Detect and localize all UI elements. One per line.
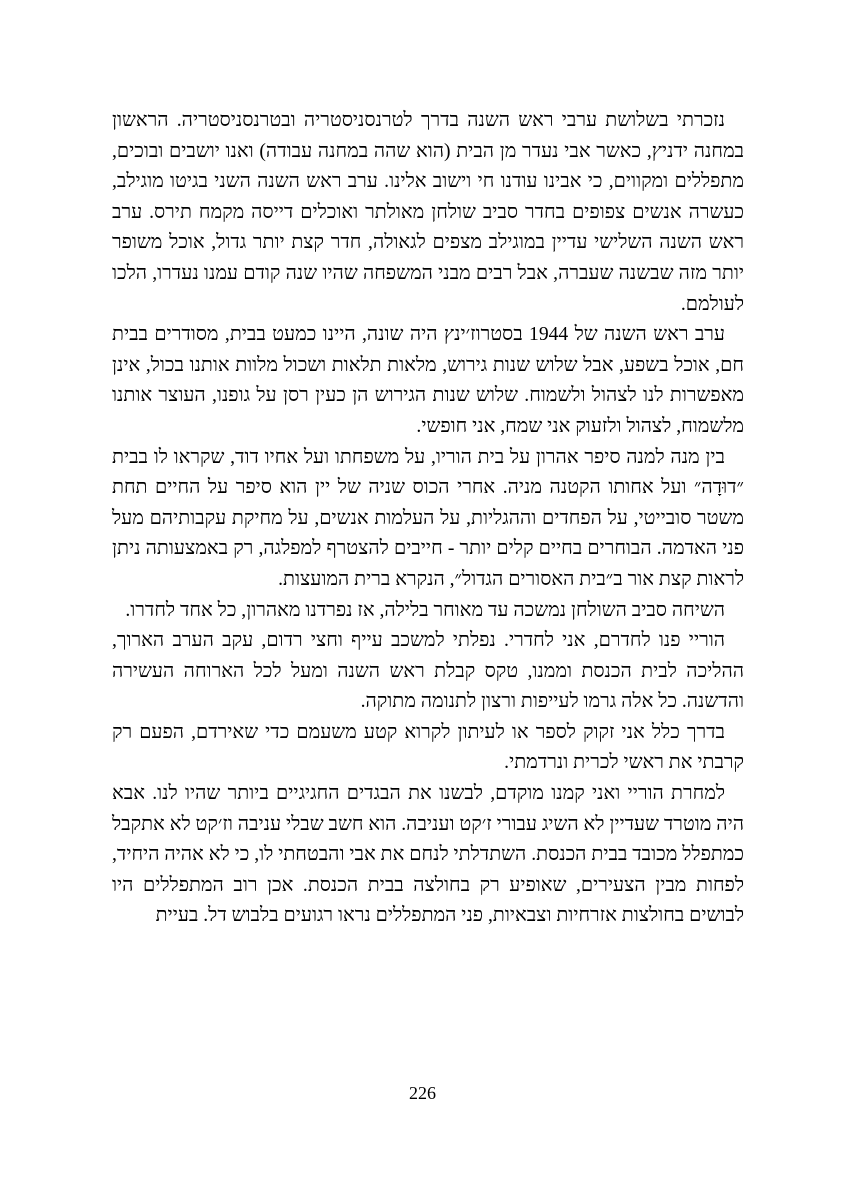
paragraph-3: בין מנה למנה סיפר אהרון על בית הוריו, על משפחתו ועל אחיו דוד, שקראו לו בבית ״דוּדָה״ ועל אחותו הקטנה מניה. אחרי הכוס שניה של יין הוא סיפר על החיים תחת משטר סובייטי, על הפחדים וההגליות, על העלמות אנשים, על מחיקת עקבותיהם מעל פני האדמה. הבוחרים בחיים קלים יותר - חייבים להצטרף למפלגה, רק באמצעותה ניתן לראות קצת אור ב״בית האסורים הגדול״, הנקרא ברית המועצות. bbox=[112, 446, 744, 590]
paragraph-7: למחרת הוריי ואני קמנו מוקדם, לבשנו את הבגדים החגיגיים ביותר שהיו לנו. אבא היה מוטרד שעדיין לא השיג עבורי ז׳קט ועניבה. הוא חשב שבלי עניבה וז׳קט לא אתקבל כמתפלל מכובד בבית הכנסת. השתדלתי לנחם את אבי והבטחתי לו, כי לא אהיה היחיד, לפחות מבין הצעירים, שאופיע רק בחולצה בבית הכנסת. אכן רוב המתפללים היו לבושים בחולצות אזרחיות וצבאיות, פני המתפללים נראו רגועים בלבוש דל. בעיית bbox=[112, 783, 744, 927]
paragraph-4: השיחה סביב השולחן נמשכה עד מאוחר בלילה, אז נפרדנו מאהרון, כל אחד לחדרו. bbox=[125, 599, 725, 621]
paragraph-2: ערב ראש השנה של 1944 בסטרוז׳ינץ היה שונה, היינו כמעט בבית, מסודרים בבית חם, אוכל בשפע, אבל שלוש שנות גירוש, מלאות תלאות ושכול מלוות אותנו בכול, אינן מאפשרות לנו לצהול ולשמוח. שלוש שנות הגירוש הן כעין רסן על גופנו, העוצר אותנו מלשמוח, לצהול ולזעוק אני שמח, אני חופשי. bbox=[112, 324, 744, 437]
page-number: 226 bbox=[409, 1083, 436, 1103]
paragraph-1: נזכרתי בשלושת ערבי ראש השנה בדרך לטרנסניסטריה ובטרנסניסטריה. הראשון במחנה ידניץ, כאשר אבי נעדר מן הבית (הוא שהה במחנה עבודה) ואנו יושבים ובוכים, מתפללים ומקווים, כי אבינו עודנו חי וישוב אלינו. ערב ראש השנה השני בגיטו מוגילב, כעשרה אנשים צפופים בחדר סביב שולחן מאולתר ואוכלים דייסה מקמח תירס. ערב ראש השנה השלישי עדיין במוגילב מצפים לגאולה, חדר קצת יותר גדול, אוכל משופר יותר מזה שבשנה שעברה, אבל רבים מבני המשפחה שהיו שנה קודם עמנו נעדרו, הלכו לעולמם. bbox=[112, 110, 744, 315]
paragraph-6: בדרך כלל אני זקוק לספר או לעיתון לקרוא קטע משעמם כדי שאירדם, הפעם רק קרבתי את ראשי לכרית ונרדמתי. bbox=[112, 721, 744, 774]
body-text bbox=[112, 106, 744, 932]
paragraph-5: הוריי פנו לחדרם, אני לחדרי. נפלתי למשכב עייף וחצי רדום, עקב הערב הארוך, ההליכה לבית הכנסת וממנו, טקס קבלת ראש השנה ומעל לכל הארוחה העשירה והדשנה. כל אלה גרמו לעייפות ורצון לתנומה מתוקה. bbox=[112, 630, 744, 713]
